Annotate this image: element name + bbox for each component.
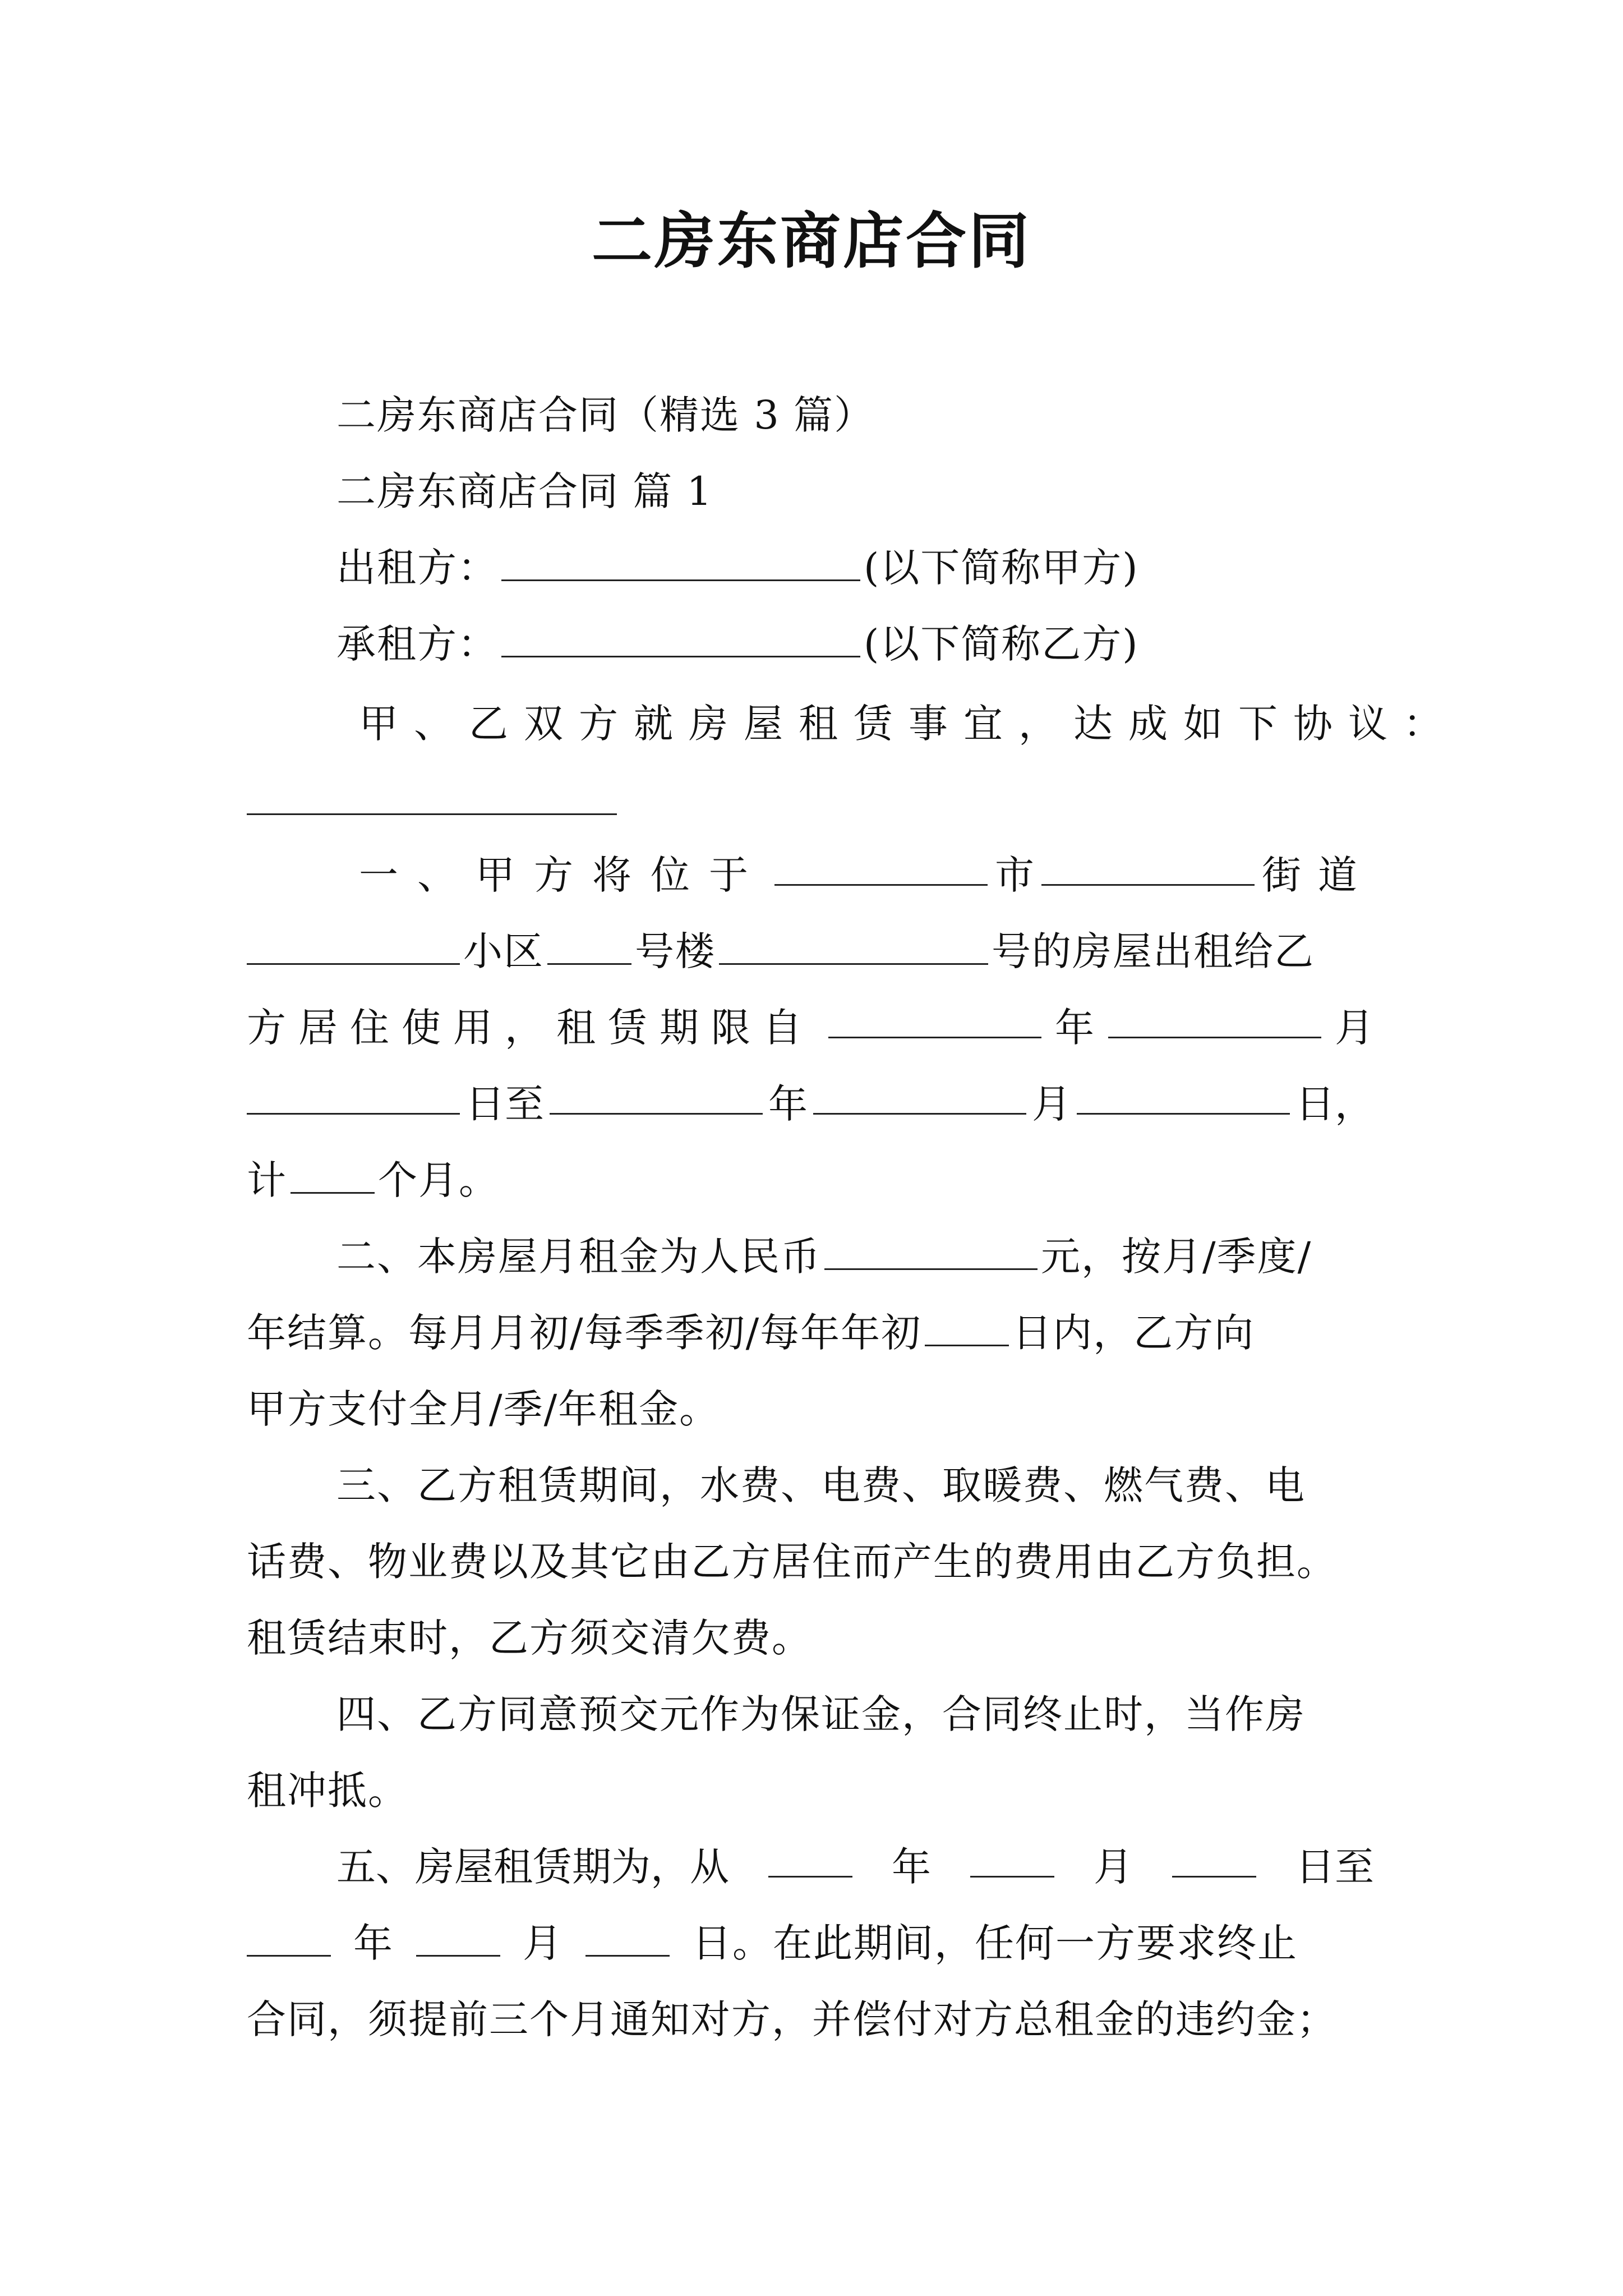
end-year-blank <box>550 1076 763 1115</box>
clause1-b3: 号的房屋出租给乙 <box>992 928 1315 974</box>
clause2-line-c: 甲方支付全月/季/年租金。 <box>247 1386 720 1432</box>
document-title: 二房东商店合同 <box>591 206 1031 277</box>
separator-line <box>247 813 617 815</box>
clause1-line-b <box>247 923 1315 979</box>
start-year-blank <box>828 1000 1041 1038</box>
clause5-a3: 月 <box>1094 1844 1133 1890</box>
subtitle: 二房东商店合同（精选 3 篇） <box>336 392 875 438</box>
start-month-blank <box>1108 1000 1321 1038</box>
period-end-year-blank <box>247 1918 331 1957</box>
rent-blank <box>824 1231 1038 1270</box>
clause5-a1: 五、房屋租赁期为，从 <box>336 1844 729 1890</box>
room-blank <box>719 926 988 965</box>
period-start-month-blank <box>970 1839 1054 1878</box>
lessor-label: 出租方： <box>336 545 498 591</box>
clause1-b2: 号楼 <box>635 928 716 974</box>
clause1-e2: 个月。 <box>378 1157 499 1203</box>
clause2-a1: 二、本房屋月租金为人民币 <box>336 1234 821 1280</box>
clause1-d4: 日， <box>1295 1081 1374 1127</box>
clause1-a3: 街道 <box>1262 852 1374 898</box>
clause2-b2: 日内，乙方向 <box>1012 1310 1255 1356</box>
clause1-e1: 计 <box>247 1157 287 1203</box>
clause4-line-b: 租冲抵。 <box>247 1768 408 1814</box>
period-end-month-blank <box>416 1918 500 1957</box>
community-blank <box>247 926 460 965</box>
clause1-d2: 年 <box>768 1081 808 1127</box>
clause1-a1: 一、甲方将位于 <box>359 852 767 898</box>
clause1-c2: 年 <box>1055 1005 1094 1051</box>
clause5-a4: 日至 <box>1295 1844 1374 1890</box>
start-day-blank <box>247 1076 460 1115</box>
clause3-line-c: 租赁结束时，乙方须交清欠费。 <box>247 1615 812 1661</box>
months-blank <box>291 1155 375 1194</box>
clause1-c3: 月 <box>1335 1005 1374 1051</box>
clause1-line-a <box>359 847 1374 903</box>
pay-days-blank <box>925 1308 1009 1346</box>
clause2-a2: 元，按月/季度/ <box>1041 1234 1312 1280</box>
clause4-line-a: 四、乙方同意预交元作为保证金，合同终止时，当作房 <box>336 1691 1306 1737</box>
clause5-line-a <box>336 1839 1374 1895</box>
lessee-blank <box>501 619 860 657</box>
clause5-b3: 日。在此期间，任何一方要求终止 <box>692 1920 1298 1966</box>
clause5-b2: 月 <box>523 1920 563 1966</box>
clause1-line-c <box>247 1000 1374 1056</box>
intro-line: 甲、乙双方就房屋租赁事宜，达成如下协议： <box>359 701 1458 747</box>
end-day-blank <box>1077 1076 1290 1115</box>
clause3-line-b: 话费、物业费以及其它由乙方居住而产生的费用由乙方负担。 <box>247 1539 1337 1585</box>
city-blank <box>774 847 988 886</box>
clause3-line-a: 三、乙方租赁期间，水费、电费、取暖费、燃气费、电 <box>336 1462 1306 1508</box>
lessor-line <box>336 540 1139 596</box>
section-heading: 二房东商店合同 篇 1 <box>336 468 713 514</box>
clause1-b1: 小区 <box>463 928 544 974</box>
lessor-suffix: (以下简称甲方) <box>864 545 1139 591</box>
lessor-blank <box>501 542 860 581</box>
lessee-suffix: (以下简称乙方) <box>864 621 1139 667</box>
clause1-d3: 月 <box>1032 1081 1071 1127</box>
clause2-line-b <box>247 1305 1255 1361</box>
clause2-line-a <box>336 1228 1312 1285</box>
period-start-year-blank <box>768 1839 852 1878</box>
lessee-line <box>336 616 1139 672</box>
end-month-blank <box>813 1076 1026 1115</box>
clause5-line-c: 合同，须提前三个月通知对方，并偿付对方总租金的违约金； <box>247 1996 1337 2042</box>
clause5-b1: 年 <box>353 1920 394 1966</box>
street-blank <box>1041 847 1255 886</box>
clause5-line-b <box>247 1915 1298 1971</box>
clause1-line-e <box>247 1152 499 1208</box>
clause1-a2: 市 <box>995 852 1034 898</box>
building-blank <box>547 926 631 965</box>
clause1-c1: 方居住使用，租赁期限自 <box>247 1005 814 1051</box>
clause1-d1: 日至 <box>465 1081 544 1127</box>
clause5-a2: 年 <box>892 1844 931 1890</box>
clause1-line-d <box>247 1076 1374 1132</box>
period-end-day-blank <box>585 1918 670 1957</box>
lessee-label: 承租方： <box>336 621 498 667</box>
clause2-b1: 年结算。每月月初/每季季初/每年年初 <box>247 1310 922 1356</box>
period-start-day-blank <box>1172 1839 1256 1878</box>
